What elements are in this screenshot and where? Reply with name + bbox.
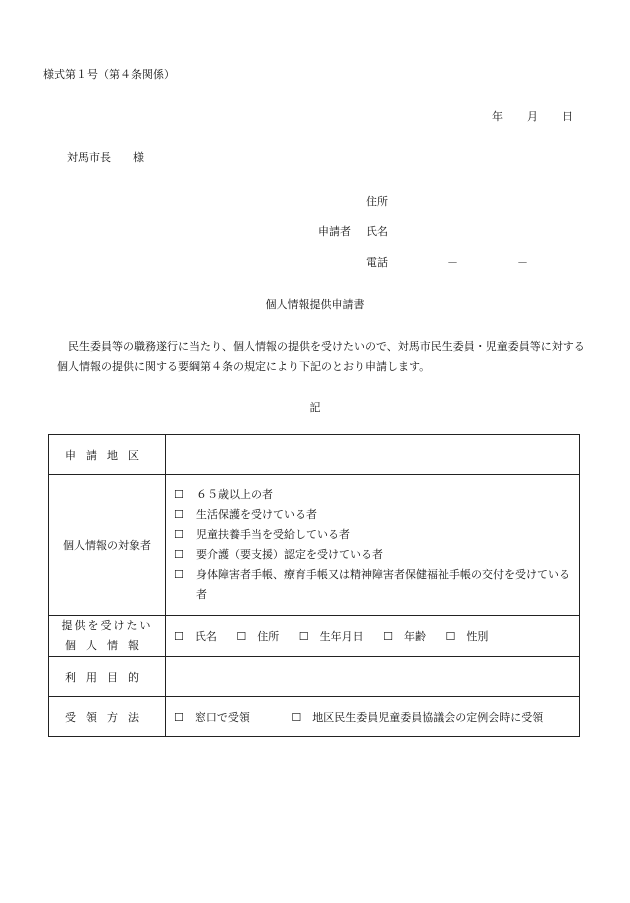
target-option-label: 生活保護を受けている者 (196, 508, 317, 521)
target-option-label: 児童扶養手当を受給している者 (196, 528, 350, 541)
table-row-purpose (49, 657, 580, 697)
method-option-label: 地区民生委員児童委員協議会の定例会時に受領 (312, 710, 544, 724)
method-option-counter[interactable] (174, 709, 250, 725)
phone-dash-1: － (447, 256, 458, 269)
target-option-elderly[interactable] (174, 485, 579, 505)
info-label-line2: 個人情報 (65, 639, 149, 652)
table-row-target (49, 475, 580, 616)
area-label: 申請地区 (49, 435, 166, 475)
document-title: 個人情報提供申請書 (265, 298, 365, 311)
date-year-label: 年 (492, 110, 503, 123)
checkbox-icon[interactable]: ☐ (174, 488, 184, 501)
target-option-disability[interactable] (174, 565, 579, 605)
info-option-age[interactable] (383, 628, 426, 644)
info-option-name[interactable] (174, 628, 217, 644)
info-option-birthdate[interactable] (299, 628, 364, 644)
checkbox-icon[interactable]: ☐ (291, 710, 302, 724)
method-option-meeting[interactable] (291, 709, 543, 725)
target-option-label: 身体障害者手帳、療育手帳又は精神障害者保健福祉手帳の交付を受けている者 (196, 568, 570, 601)
checkbox-icon[interactable]: ☐ (174, 508, 184, 521)
applicant-phone-label: 電話 (366, 256, 388, 269)
applicant-address-label: 住所 (366, 195, 388, 208)
table-row-info (49, 616, 580, 657)
checkbox-icon[interactable]: ☐ (174, 528, 184, 541)
target-option-care[interactable] (174, 545, 579, 565)
purpose-label: 利用目的 (49, 657, 166, 697)
method-options (166, 697, 580, 737)
checkbox-icon[interactable]: ☐ (174, 630, 184, 643)
addressee (67, 149, 144, 165)
phone-dash-2: － (517, 256, 528, 269)
target-option-child-allowance[interactable] (174, 525, 579, 545)
date-line (492, 108, 573, 124)
target-option-label: ６５歳以上の者 (196, 488, 273, 501)
addressee-honorific: 様 (133, 151, 144, 164)
checkbox-icon[interactable]: ☐ (174, 548, 184, 561)
method-option-label: 窓口で受領 (194, 710, 250, 724)
target-label: 個人情報の対象者 (49, 475, 166, 616)
date-month-label: 月 (527, 110, 538, 123)
applicant-name-label: 氏名 (366, 225, 388, 238)
info-option-address[interactable] (236, 628, 279, 644)
purpose-value[interactable] (166, 657, 580, 697)
date-day-label: 日 (562, 110, 573, 123)
area-value[interactable] (166, 435, 580, 475)
checkbox-icon[interactable]: ☐ (236, 630, 247, 643)
info-label (49, 616, 166, 657)
info-label-line1: 提供を受けたい (61, 619, 153, 632)
checkbox-icon[interactable]: ☐ (445, 630, 456, 643)
info-option-gender[interactable] (446, 628, 489, 644)
info-options (166, 616, 580, 657)
form-number: 様式第１号（第４条関係） (43, 68, 175, 81)
request-table (48, 434, 580, 737)
applicant-group-label: 申請者 (318, 225, 351, 238)
target-option-welfare[interactable] (174, 505, 579, 525)
checkbox-icon[interactable]: ☐ (383, 630, 393, 643)
table-row-area (49, 435, 580, 475)
info-option-label: 生年月日 (319, 630, 364, 643)
method-label: 受領方法 (49, 697, 166, 737)
target-options (166, 475, 580, 616)
checkbox-icon[interactable]: ☐ (298, 630, 309, 643)
table-row-method (49, 697, 580, 737)
info-option-label: 住所 (257, 630, 280, 643)
document-body: 民生委員等の職務遂行に当たり、個人情報の提供を受けたいので、対馬市民生委員・児童委員等に対する個人情報の提供に関する要綱第４条の規定により下記のとおり申請します。 (57, 340, 585, 373)
info-option-label: 年齢 (404, 630, 426, 643)
checkbox-icon[interactable]: ☐ (174, 710, 184, 724)
info-option-label: 性別 (466, 630, 489, 643)
ki-heading: 記 (309, 401, 321, 414)
addressee-name: 対馬市長 (67, 151, 111, 164)
target-option-label: 要介護（要支援）認定を受けている者 (196, 548, 383, 561)
checkbox-icon[interactable]: ☐ (174, 568, 184, 581)
info-option-label: 氏名 (194, 630, 217, 643)
